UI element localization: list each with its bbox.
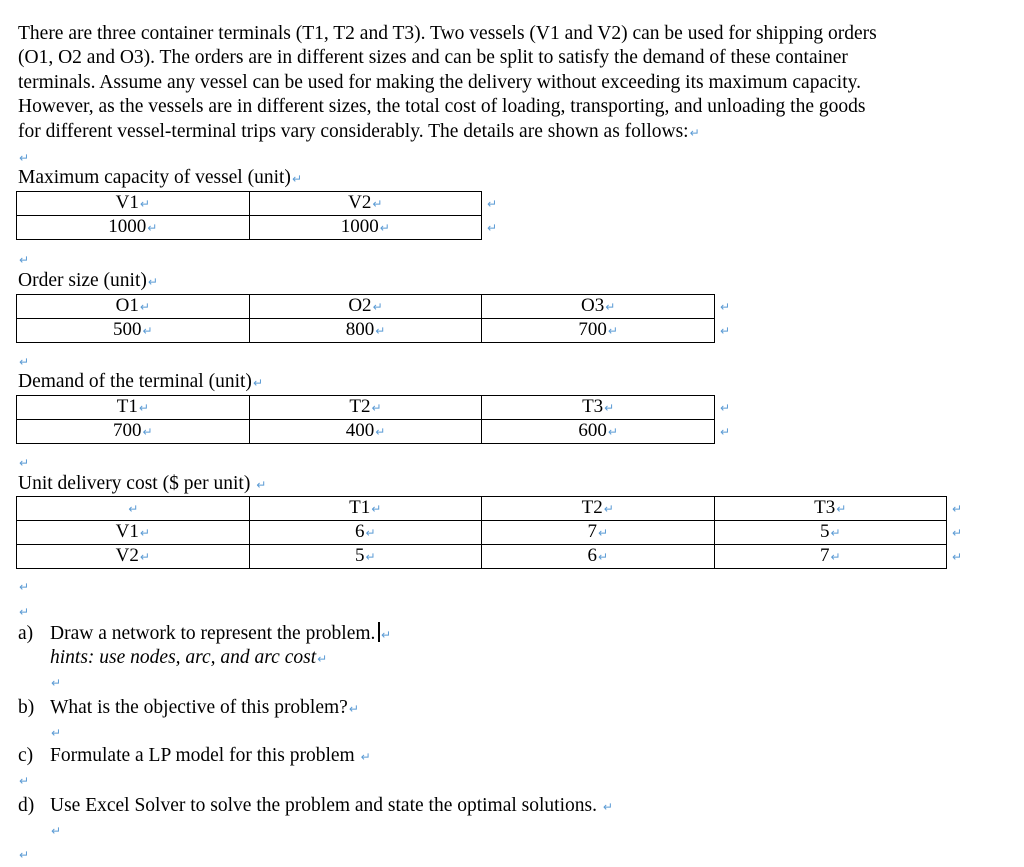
table-cell — [17, 497, 250, 521]
empty-paragraph — [18, 600, 29, 622]
cell-mark-icon: ↵ — [830, 550, 841, 564]
cell-mark-icon: ↵ — [607, 324, 618, 338]
paragraph-mark-icon: ↵ — [317, 652, 328, 666]
paragraph-mark-icon: ↵ — [19, 456, 30, 470]
table-cell: 6↵ — [249, 521, 482, 545]
cell-mark-icon: ↵ — [142, 324, 153, 338]
table-cell: 1000↵ — [17, 216, 250, 240]
row-mark-icon: ↵ — [720, 425, 731, 439]
intro-paragraph — [18, 22, 958, 145]
paragraph-mark-icon: ↵ — [380, 628, 391, 642]
intro-line: terminals. Assume any vessel can be used for making the delivery without exceeding its maximum capacity. — [18, 71, 861, 93]
row-mark-icon: ↵ — [487, 197, 498, 211]
cell-mark-icon: ↵ — [607, 425, 618, 439]
row-mark-icon: ↵ — [720, 324, 731, 338]
text-cursor — [378, 622, 380, 642]
paragraph-mark-icon: ↵ — [252, 376, 263, 390]
table-row — [17, 545, 947, 569]
demand-table — [16, 395, 715, 444]
intro-line: However, as the vessels are in different sizes, the total cost of loading, transporting, and unloading the goods — [18, 96, 866, 118]
paragraph-mark-icon: ↵ — [19, 151, 30, 165]
cost-table — [16, 496, 947, 569]
cell-mark-icon: ↵ — [139, 300, 150, 314]
row-end-mark — [719, 396, 730, 418]
orders-caption: Order size (unit)↵ — [18, 270, 158, 291]
table-row — [17, 295, 715, 319]
empty-paragraph — [18, 842, 29, 867]
table-cell: T3↵ — [714, 497, 947, 521]
row-mark-icon: ↵ — [952, 502, 963, 516]
paragraph-mark-icon: ↵ — [19, 848, 30, 862]
table-cell: V2↵ — [249, 192, 482, 216]
table-cell: 5↵ — [249, 545, 482, 569]
intro-line: There are three container terminals (T1, T2 and T3). Two vessels (V1 and V2) can be used for shipping orders — [18, 23, 877, 44]
question-d: d) Use Excel Solver to solve the problem and state the optimal solutions. ↵ — [18, 795, 613, 816]
table-cell: T2↵ — [249, 396, 482, 420]
cell-mark-icon: ↵ — [603, 502, 614, 516]
table-cell: 1000↵ — [249, 216, 482, 240]
row-end-mark — [719, 420, 730, 442]
row-mark-icon: ↵ — [487, 221, 498, 235]
row-mark-icon: ↵ — [952, 526, 963, 540]
table-cell: O2↵ — [249, 295, 482, 319]
cell-mark-icon: ↵ — [604, 401, 615, 415]
cell-mark-icon: ↵ — [375, 425, 386, 439]
cell-mark-icon: ↵ — [139, 550, 150, 564]
cell-mark-icon: ↵ — [597, 526, 609, 540]
table-cell: 5↵ — [714, 521, 947, 545]
cell-mark-icon: ↵ — [365, 526, 376, 540]
row-end-mark — [719, 319, 730, 341]
cell-mark-icon: ↵ — [139, 526, 150, 540]
cell-mark-icon: ↵ — [372, 300, 383, 314]
row-end-mark — [951, 545, 962, 567]
table-row — [17, 216, 482, 240]
empty-paragraph — [18, 768, 29, 793]
table-cell: T3↵ — [482, 396, 715, 420]
question-c: c) Formulate a LP model for this problem ↵ — [18, 745, 371, 766]
row-end-mark — [719, 295, 730, 317]
table-row — [17, 521, 947, 545]
paragraph-mark-icon: ↵ — [291, 172, 302, 186]
capacity-caption: Maximum capacity of vessel (unit)↵ — [18, 167, 302, 188]
paragraph-mark-icon: ↵ — [19, 253, 30, 267]
cell-mark-icon: ↵ — [365, 550, 376, 564]
cell-mark-icon: ↵ — [147, 221, 158, 235]
row-end-mark — [951, 497, 962, 519]
question-b: b) What is the objective of this problem?↵ — [18, 697, 359, 718]
table-cell: 600↵ — [482, 420, 715, 444]
row-end-mark — [951, 521, 962, 543]
cell-mark-icon: ↵ — [371, 401, 382, 415]
table-row — [17, 319, 715, 343]
empty-paragraph — [18, 451, 29, 473]
cell-mark-icon: ↵ — [836, 502, 847, 516]
paragraph-mark-icon: ↵ — [348, 702, 359, 716]
paragraph-mark-icon: ↵ — [51, 676, 62, 690]
cost-caption: Unit delivery cost ($ per unit) ↵ — [18, 473, 267, 494]
demand-caption: Demand of the terminal (unit)↵ — [18, 371, 263, 392]
cell-mark-icon: ↵ — [375, 324, 386, 338]
paragraph-mark-icon: ↵ — [360, 750, 371, 764]
empty-paragraph — [18, 575, 29, 597]
cell-mark-icon: ↵ — [128, 502, 139, 516]
table-cell: O1↵ — [17, 295, 250, 319]
row-mark-icon: ↵ — [720, 300, 731, 314]
intro-line: for different vessel-terminal trips vary considerably. The details are shown as follows:↵ — [18, 120, 700, 142]
row-end-mark — [486, 192, 497, 214]
table-cell: 700↵ — [17, 420, 250, 444]
empty-paragraph — [50, 720, 61, 745]
table-cell: 800↵ — [249, 319, 482, 343]
table-cell: 6↵ — [482, 545, 715, 569]
cell-mark-icon: ↵ — [830, 526, 841, 540]
table-cell: 400↵ — [249, 420, 482, 444]
table-cell: 7↵ — [482, 521, 715, 545]
paragraph-mark-icon: ↵ — [19, 355, 30, 369]
paragraph-mark-icon: ↵ — [19, 580, 30, 594]
table-cell: V2↵ — [17, 545, 250, 569]
capacity-table — [16, 191, 482, 240]
empty-paragraph — [50, 670, 61, 695]
empty-paragraph — [18, 350, 29, 372]
question-a-hint: hints: use nodes, arc, and arc cost↵ — [50, 647, 328, 668]
table-cell: T1↵ — [249, 497, 482, 521]
intro-line: (O1, O2 and O3). The orders are in different sizes and can be split to satisfy the demand of these container — [18, 47, 848, 69]
row-mark-icon: ↵ — [720, 401, 731, 415]
cell-mark-icon: ↵ — [371, 502, 382, 516]
table-cell: T1↵ — [17, 396, 250, 420]
table-row — [17, 497, 947, 521]
cell-mark-icon: ↵ — [597, 550, 609, 564]
cell-mark-icon: ↵ — [372, 197, 383, 211]
empty-paragraph — [18, 146, 29, 168]
table-cell: 7↵ — [714, 545, 947, 569]
orders-table — [16, 294, 715, 343]
table-cell: T2↵ — [482, 497, 715, 521]
paragraph-mark-icon: ↵ — [602, 800, 613, 814]
paragraph-mark-icon: ↵ — [19, 774, 30, 788]
empty-paragraph — [50, 818, 61, 843]
paragraph-mark-icon: ↵ — [147, 275, 158, 289]
cell-mark-icon: ↵ — [605, 300, 616, 314]
cell-mark-icon: ↵ — [142, 425, 153, 439]
table-cell: O3↵ — [482, 295, 715, 319]
cell-mark-icon: ↵ — [139, 197, 150, 211]
table-row — [17, 192, 482, 216]
table-cell: V1↵ — [17, 192, 250, 216]
paragraph-mark-icon: ↵ — [256, 478, 267, 492]
paragraph-mark-icon: ↵ — [51, 824, 62, 838]
row-end-mark — [486, 216, 497, 238]
table-row — [17, 396, 715, 420]
paragraph-mark-icon: ↵ — [689, 125, 700, 140]
question-a: a) Draw a network to represent the problem. ↵ — [18, 623, 391, 644]
table-cell: 500↵ — [17, 319, 250, 343]
paragraph-mark-icon: ↵ — [19, 605, 30, 619]
table-cell: V1↵ — [17, 521, 250, 545]
table-row — [17, 420, 715, 444]
row-mark-icon: ↵ — [952, 550, 963, 564]
table-cell: 700↵ — [482, 319, 715, 343]
empty-paragraph — [18, 248, 29, 270]
paragraph-mark-icon: ↵ — [51, 726, 62, 740]
cell-mark-icon: ↵ — [379, 221, 390, 235]
cell-mark-icon: ↵ — [138, 401, 149, 415]
